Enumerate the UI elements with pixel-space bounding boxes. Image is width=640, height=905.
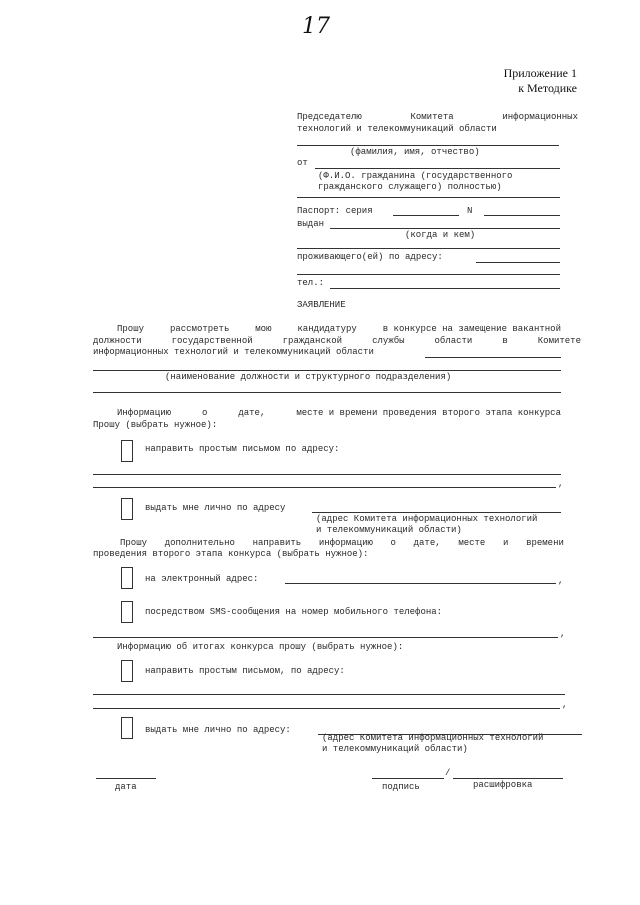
mail-address-line-2[interactable] xyxy=(93,487,556,488)
decoding-label: расшифровка xyxy=(473,780,533,790)
option-email-label: на электронный адрес: xyxy=(145,574,259,584)
page-number: 17 xyxy=(302,14,330,39)
committee-caption-1: (адрес Комитета информационных технологий xyxy=(316,514,538,524)
addressee-line-2: технологий и телекоммуникаций области xyxy=(297,124,497,134)
phone-label: тел.: xyxy=(297,278,325,288)
issued-line-2[interactable] xyxy=(297,248,560,249)
signature-slash: / xyxy=(445,768,451,778)
additional-line-2: проведения второго этапа конкурса (выбрать нужное): xyxy=(93,549,369,559)
results-mail-line-1[interactable] xyxy=(93,694,565,695)
option-personal-label: выдать мне лично по адресу xyxy=(145,503,286,513)
citizen-line[interactable] xyxy=(297,197,560,198)
residing-line-2[interactable] xyxy=(297,274,560,275)
checkbox-email[interactable] xyxy=(121,567,133,589)
date-line[interactable] xyxy=(96,778,156,779)
results-mail-line-2[interactable] xyxy=(93,708,560,709)
checkbox-personal[interactable] xyxy=(121,498,133,520)
info-line-2: Прошу (выбрать нужное): xyxy=(93,420,218,430)
checkbox-sms[interactable] xyxy=(121,601,133,623)
info-line-1: Информацию о дате, месте и времени проведения второго этапа конкурса xyxy=(117,408,561,418)
citizen-caption-2: гражданского служащего) полностью) xyxy=(318,182,502,192)
appendix-label xyxy=(504,66,577,96)
phone-number-line[interactable] xyxy=(93,637,558,638)
position-caption: (наименование должности и структурного подразделения) xyxy=(165,372,452,382)
email-comma: , xyxy=(558,576,564,586)
passport-series-label: Паспорт: серия xyxy=(297,206,373,216)
option-sms-label: посредством SMS-сообщения на номер мобильного телефона: xyxy=(145,607,443,617)
passport-number-label: N xyxy=(467,206,473,216)
checkbox-results-mail[interactable] xyxy=(121,660,133,682)
committee-caption-2: и телекоммуникаций области) xyxy=(316,525,462,535)
mail-address-line-1[interactable] xyxy=(93,474,561,475)
position-line-3[interactable] xyxy=(93,392,561,393)
from-line[interactable] xyxy=(315,168,560,169)
results-mail-comma: , xyxy=(562,700,568,710)
position-line-2[interactable] xyxy=(93,370,561,371)
passport-series-line[interactable] xyxy=(393,215,459,216)
appendix-line-1: Приложение 1 xyxy=(503,66,577,80)
email-line[interactable] xyxy=(285,583,556,584)
checkbox-mail[interactable] xyxy=(121,440,133,462)
addressee-line-1: Председателю Комитета информационных xyxy=(297,112,578,122)
decoding-line[interactable] xyxy=(453,778,563,779)
fio-caption: (фамилия, имя, отчество) xyxy=(350,147,480,157)
appendix-line-2: к Методике xyxy=(518,81,577,95)
results-option-mail-label: направить простым письмом, по адресу: xyxy=(145,666,345,676)
results-line-1: Информацию об итогах конкурса прошу (выбрать нужное): xyxy=(117,642,404,652)
request-line-3: информационных технологий и телекоммуникаций области xyxy=(93,347,374,357)
signature-line[interactable] xyxy=(372,778,444,779)
results-committee-caption-1: (адрес Комитета информационных технологий xyxy=(322,733,544,743)
position-line-1[interactable] xyxy=(425,357,561,358)
mail-comma: , xyxy=(558,479,564,489)
fio-line[interactable] xyxy=(297,145,559,146)
issued-label: выдан xyxy=(297,219,325,229)
results-option-personal-label: выдать мне лично по адресу: xyxy=(145,725,291,735)
signature-label: подпись xyxy=(382,782,420,792)
sms-comma: , xyxy=(560,629,566,639)
issued-line[interactable] xyxy=(330,228,560,229)
issued-caption: (когда и кем) xyxy=(405,230,476,240)
passport-number-line[interactable] xyxy=(484,215,560,216)
phone-line[interactable] xyxy=(330,288,560,289)
results-committee-caption-2: и телекоммуникаций области) xyxy=(322,744,468,754)
request-line-1: Прошу рассмотреть мою кандидатуру в конкурсе на замещение вакантной xyxy=(117,324,561,334)
checkbox-results-personal[interactable] xyxy=(121,717,133,739)
personal-address-line[interactable] xyxy=(312,512,561,513)
date-label: дата xyxy=(115,782,137,792)
additional-line-1: Прошу дополнительно направить информацию о дате, месте и времени xyxy=(120,538,564,548)
citizen-caption-1: (Ф.И.О. гражданина (государственного xyxy=(318,171,513,181)
document-title: ЗАЯВЛЕНИЕ xyxy=(297,300,346,310)
request-line-2: должности государственной гражданской службы области в Комитете xyxy=(93,336,581,346)
residing-line[interactable] xyxy=(476,262,560,263)
residing-label: проживающего(ей) по адресу: xyxy=(297,252,443,262)
from-label: от xyxy=(297,158,308,168)
option-mail-label: направить простым письмом по адресу: xyxy=(145,444,340,454)
